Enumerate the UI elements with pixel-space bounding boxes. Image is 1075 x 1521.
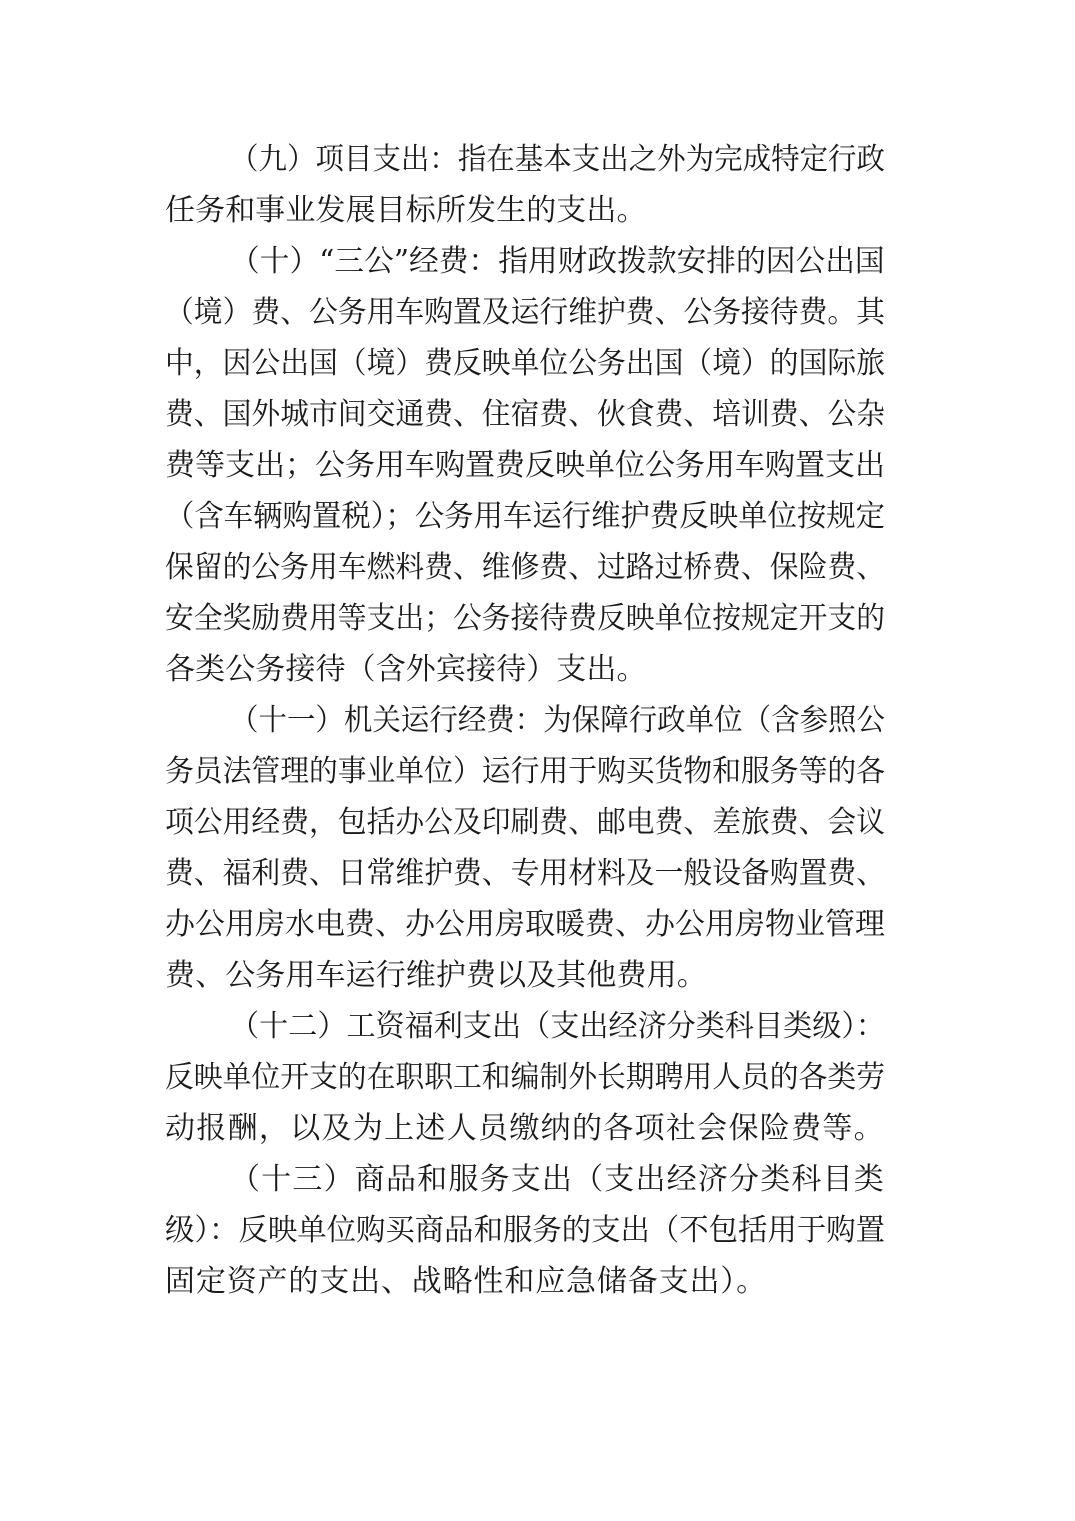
paragraph-11-line-6: 费、公务用车运行维护费以及其他费用。 <box>165 958 707 993</box>
paragraph-10-line-1: （十）“三公”经费：指用财政拨款安排的因公出国 <box>230 244 885 279</box>
paragraph-12-line-1: （十二）工资福利支出（支出经济分类科目类级）： <box>230 1009 886 1044</box>
paragraph-10-line-3: 中，因公出国（境）费反映单位公务出国（境）的国际旅 <box>165 346 885 381</box>
paragraph-11-line-1: （十一）机关运行经费：为保障行政单位（含参照公 <box>230 703 886 738</box>
paragraph-10-line-8: 安全奖励费用等支出；公务接待费反映单位按规定开支的 <box>165 601 885 636</box>
paragraph-11-line-3: 项公用经费，包括办公及印刷费、邮电费、差旅费、会议 <box>165 805 885 840</box>
paragraph-13-line-1: （十三）商品和服务支出（支出经济分类科目类 <box>230 1162 885 1197</box>
paragraph-11-line-5: 办公用房水电费、办公用房取暖费、办公用房物业管理 <box>165 907 885 942</box>
paragraph-13-line-2: 级）：反映单位购买商品和服务的支出（不包括用于购置 <box>165 1213 886 1248</box>
paragraph-10-line-6: （含车辆购置税）；公务用车运行维护费反映单位按规定 <box>165 499 886 534</box>
paragraph-10-line-7: 保留的公务用车燃料费、维修费、过路过桥费、保险费、 <box>165 550 885 585</box>
paragraph-13-line-3: 固定资产的支出、战略性和应急储备支出）。 <box>165 1264 767 1299</box>
paragraph-10-line-5: 费等支出；公务用车购置费反映单位公务用车购置支出 <box>165 448 885 483</box>
paragraph-10-line-9: 各类公务接待（含外宾接待）支出。 <box>165 652 647 687</box>
paragraph-9-line-1: （九）项目支出：指在基本支出之外为完成特定行政 <box>230 142 886 177</box>
paragraph-10-line-4: 费、国外城市间交通费、住宿费、伙食费、培训费、公杂 <box>165 397 885 432</box>
paragraph-10-line-2: （境）费、公务用车购置及运行维护费、公务接待费。其 <box>165 295 885 330</box>
paragraph-9-line-2: 任务和事业发展目标所发生的支出。 <box>165 193 647 228</box>
paragraph-12-line-2: 反映单位开支的在职职工和编制外长期聘用人员的各类劳 <box>165 1060 885 1095</box>
paragraph-11-line-2: 务员法管理的事业单位）运行用于购买货物和服务等的各 <box>165 754 885 789</box>
paragraph-11-line-4: 费、福利费、日常维护费、专用材料及一般设备购置费、 <box>165 856 885 891</box>
paragraph-12-line-3: 动报酬，以及为上述人员缴纳的各项社会保险费等。 <box>165 1111 885 1146</box>
